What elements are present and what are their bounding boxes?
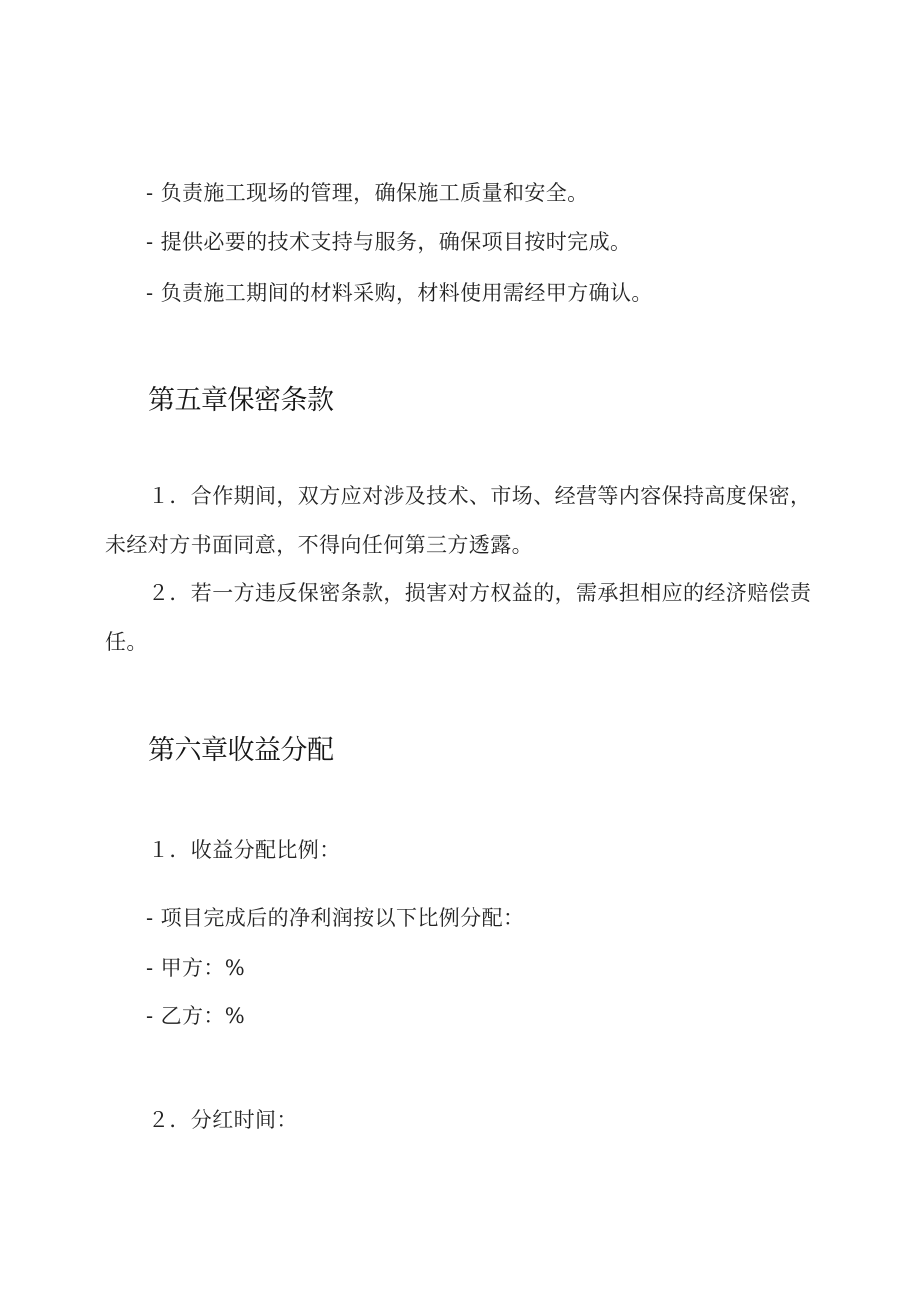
bullet-site-management: - 负责施工现场的管理，确保施工质量和安全。 bbox=[146, 181, 589, 205]
bullet-technical-support: - 提供必要的技术支持与服务，确保项目按时完成。 bbox=[146, 230, 632, 254]
bullet-party-b-share: - 乙方：% bbox=[146, 1004, 246, 1028]
chapter5-heading: 第五章保密条款 bbox=[148, 385, 334, 416]
chapter5-item2-line1: ２．若一方违反保密条款，损害对方权益的，需承担相应的经济赔偿责 bbox=[148, 581, 812, 605]
bullet-material-procurement: - 负责施工期间的材料采购，材料使用需经甲方确认。 bbox=[146, 281, 653, 305]
chapter5-item2-line2: 任。 bbox=[105, 630, 148, 654]
chapter6-item1: １．收益分配比例： bbox=[148, 838, 341, 862]
chapter5-item1-line1: １．合作期间，双方应对涉及技术、市场、经营等内容保持高度保密， bbox=[148, 484, 812, 508]
chapter5-item1-line2: 未经对方书面同意，不得向任何第三方透露。 bbox=[105, 533, 533, 557]
chapter6-heading: 第六章收益分配 bbox=[148, 735, 334, 766]
chapter6-item2: ２．分红时间： bbox=[148, 1108, 298, 1132]
bullet-net-profit-ratio: - 项目完成后的净利润按以下比例分配： bbox=[146, 906, 525, 930]
bullet-party-a-share: - 甲方：% bbox=[146, 956, 246, 980]
